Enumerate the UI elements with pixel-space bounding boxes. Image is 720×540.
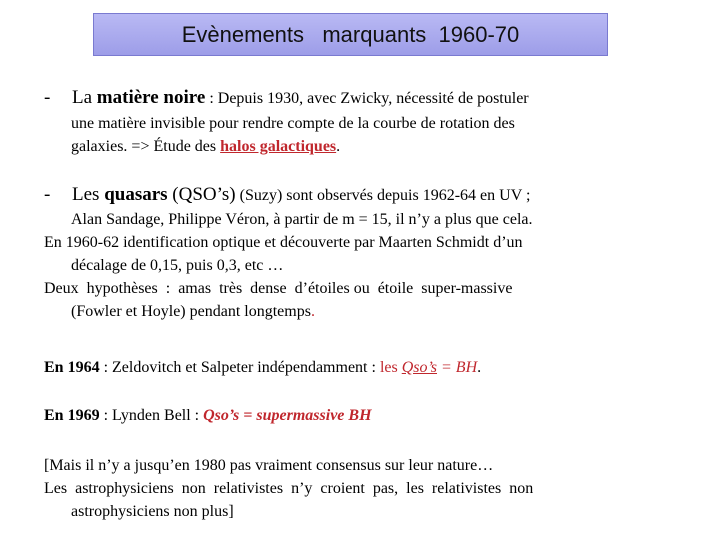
bh-term: = BH [437,359,478,376]
lead-text: Les [72,184,105,205]
line-1969 [44,404,648,427]
bullet-dash: - [44,184,51,205]
dark-matter-term: matière noire [96,87,206,108]
text-1964: : Zeldovitch et Salpeter indépendamment : [99,359,380,376]
note-line-2: Les astrophysiciens non relativistes n’y croient pas, les relativistes non [44,480,534,497]
dark-matter-line-2: une matière invisible pour rendre compte de la courbe de rotation des [71,115,515,132]
qsos-term: Qso’s [401,359,437,376]
supermassive-bh-term: Qso’s = supermassive BH [203,407,372,424]
line-1964 [44,356,648,379]
quasars-line-5: Deux hypothèses : amas très dense d’étoiles ou étoile super-massive [44,280,513,297]
paragraph-dark-matter [44,86,648,158]
period: . [336,138,341,155]
year-1964: En 1964 [44,359,100,376]
year-1969: En 1969 [44,407,100,424]
lead-text: La [72,87,97,108]
quasars-text-6: (Fowler et Hoyle) pendant longtemps [71,303,311,320]
text-1964-les: les [379,359,402,376]
dark-matter-text-3: galaxies. => Étude des [71,138,221,155]
quasars-line-6 [44,300,648,323]
note-line-1: [Mais il n’y a jusqu’en 1980 pas vraiment consensus sur leur nature… [44,457,494,474]
period: . [477,359,482,376]
note-line-3: astrophysiciens non plus] [71,503,234,520]
dark-matter-line-3 [44,135,648,158]
dark-matter-text: : Depuis 1930, avec Zwicky, nécessité de postuler [205,90,529,107]
bullet-dash: - [44,87,51,108]
quasars-line-3: En 1960-62 identification optique et découverte par Maarten Schmidt d’un [44,234,523,251]
text-1969: : Lynden Bell : [99,407,204,424]
quasars-text: (Suzy) sont observés depuis 1962-64 en UV ; [235,187,531,204]
quasars-term: quasars [104,184,168,205]
dark-matter-line-1 [44,86,648,110]
paragraph-1969 [44,404,648,427]
paragraph-note [44,454,648,523]
galactic-halos-term: halos galactiques [220,138,337,155]
period: . [310,303,315,320]
qso-abbrev: (QSO’s) [167,184,236,205]
paragraph-quasars [44,183,648,323]
quasars-line-2: Alan Sandage, Philippe Véron, à partir de m = 15, il n’y a plus que cela. [71,211,533,228]
title-banner [93,13,608,56]
quasars-line-1 [44,183,648,207]
paragraph-1964 [44,356,648,379]
slide-title: Evènements marquants 1960-70 [181,21,520,47]
quasars-line-4: décalage de 0,15, puis 0,3, etc … [71,257,284,274]
